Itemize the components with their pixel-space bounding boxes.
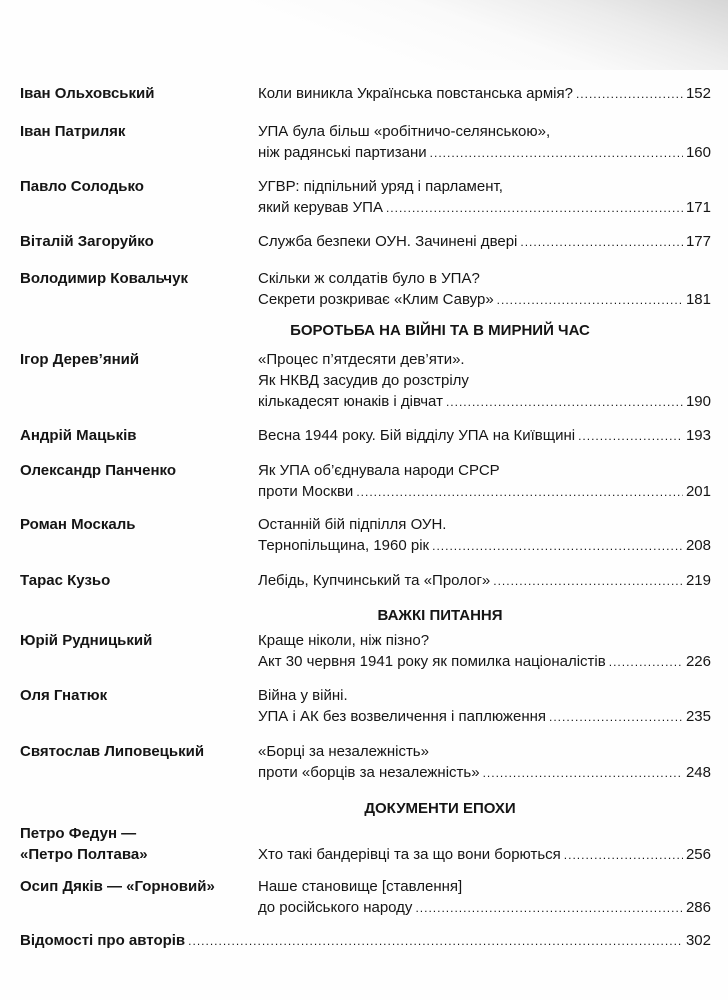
- toc-entry-about-authors[interactable]: [20, 930, 711, 952]
- entry-author: Олександр Панченко: [20, 462, 176, 479]
- entry-title: Весна 1944 року. Бій відділу УПА на Київщині ..... 193: [258, 425, 711, 447]
- page-number: 286: [685, 899, 711, 916]
- page-number: 190: [685, 393, 711, 410]
- page-number: 208: [685, 537, 711, 554]
- entry-author: Осип Дяків — «Горновий»: [20, 878, 215, 895]
- entry-author: Ігор Дерев’яний: [20, 351, 140, 368]
- leader-dots: [576, 84, 683, 105]
- page-number: 181: [685, 291, 711, 308]
- entry-title: УПА була більш «робітничо-селянською», ніж радянські партизани ..... 160: [258, 121, 711, 164]
- leader-dots: [564, 845, 683, 866]
- entry-author: Павло Солодько: [20, 178, 144, 195]
- entry-title: «Борці за незалежність» проти «борців за незалежність» ..... 248: [258, 741, 711, 784]
- page-number: 171: [685, 199, 711, 216]
- leader-dots: [497, 290, 683, 311]
- entry-author: Відомості про авторів: [20, 932, 186, 949]
- leader-dots: [415, 898, 683, 919]
- section-heading: БОРОТЬБА НА ВІЙНІ ТА В МИРНИЙ ЧАС: [290, 322, 590, 339]
- entry-author: Андрій Мацьків: [20, 427, 137, 444]
- entry-author: Іван Патриляк: [20, 123, 126, 140]
- page-number: 256: [685, 846, 711, 863]
- leader-dots: [386, 198, 683, 219]
- entry-author: Іван Ольховський: [20, 85, 155, 102]
- entry-title: Скільки ж солдатів було в УПА? Секрети розкриває «Клим Савур» ..... 181: [258, 268, 711, 311]
- leader-dots: [432, 536, 683, 557]
- entry-title: Як УПА об’єднувала народи СРСР проти Москви ..... 201: [258, 460, 711, 503]
- entry-author: Володимир Ковальчук: [20, 270, 188, 287]
- page-number: 152: [685, 85, 711, 102]
- leader-dots: [188, 931, 683, 952]
- entry-title: Війна у війні. УПА і АК без возвеличення і паплюження ..... 235: [258, 685, 711, 728]
- leader-dots: [493, 571, 683, 592]
- page-number: 160: [685, 144, 711, 161]
- page-number: 235: [685, 708, 711, 725]
- section-heading: ВАЖКІ ПИТАННЯ: [377, 607, 503, 624]
- entry-author: Оля Гнатюк: [20, 687, 108, 704]
- page-number: 248: [685, 764, 711, 781]
- leader-dots: [609, 652, 683, 673]
- leader-dots: [356, 482, 683, 503]
- entry-title: «Процес п’ятдесяти дев’яти». Як НКВД засудив до розстрілу кількадесят юнаків і дівчат ..... 190: [258, 349, 711, 413]
- page-number: 302: [685, 932, 711, 949]
- entry-author: Святослав Липовецький: [20, 743, 205, 760]
- page-number: 201: [685, 483, 711, 500]
- entry-title: Останній бій підпілля ОУН. Тернопільщина, 1960 рік ..... 208: [258, 514, 711, 557]
- entry-author: Роман Москаль: [20, 516, 136, 533]
- leader-dots: [520, 232, 683, 253]
- entry-title: Краще ніколи, ніж пізно? Акт 30 червня 1941 року як помилка націоналістів ..... 226: [258, 630, 711, 673]
- page-number: 177: [685, 233, 711, 250]
- leader-dots: [549, 707, 683, 728]
- leader-dots: [578, 426, 683, 447]
- entry-title: Наше становище [ставлення] до російського народу ..... 286: [258, 876, 711, 919]
- entry-title: Коли виникла Українська повстанська армія? ..... 152: [258, 83, 711, 105]
- entry-title: Лебідь, Купчинський та «Пролог» ..... 219: [258, 570, 711, 592]
- leader-dots: [483, 763, 683, 784]
- entry-author: Тарас Кузьо: [20, 572, 111, 589]
- entry-author: Віталій Загоруйко: [20, 233, 154, 250]
- section-heading: ДОКУМЕНТИ ЕПОХИ: [364, 800, 516, 817]
- page-number: 219: [685, 572, 711, 589]
- entry-title: Хто такі бандерівці та за що вони борються ..... 256: [258, 844, 711, 866]
- entry-title: Служба безпеки ОУН. Зачинені двері ..... 177: [258, 231, 711, 253]
- page-number: 193: [685, 427, 711, 444]
- entry-title: УГВР: підпільний уряд і парламент, який керував УПА ..... 171: [258, 176, 711, 219]
- leader-dots: [446, 392, 683, 413]
- page-number: 226: [685, 653, 711, 670]
- entry-author: Юрій Рудницький: [20, 632, 153, 649]
- leader-dots: [430, 143, 683, 164]
- entry-author: Петро Федун — «Петро Полтава»: [20, 825, 148, 863]
